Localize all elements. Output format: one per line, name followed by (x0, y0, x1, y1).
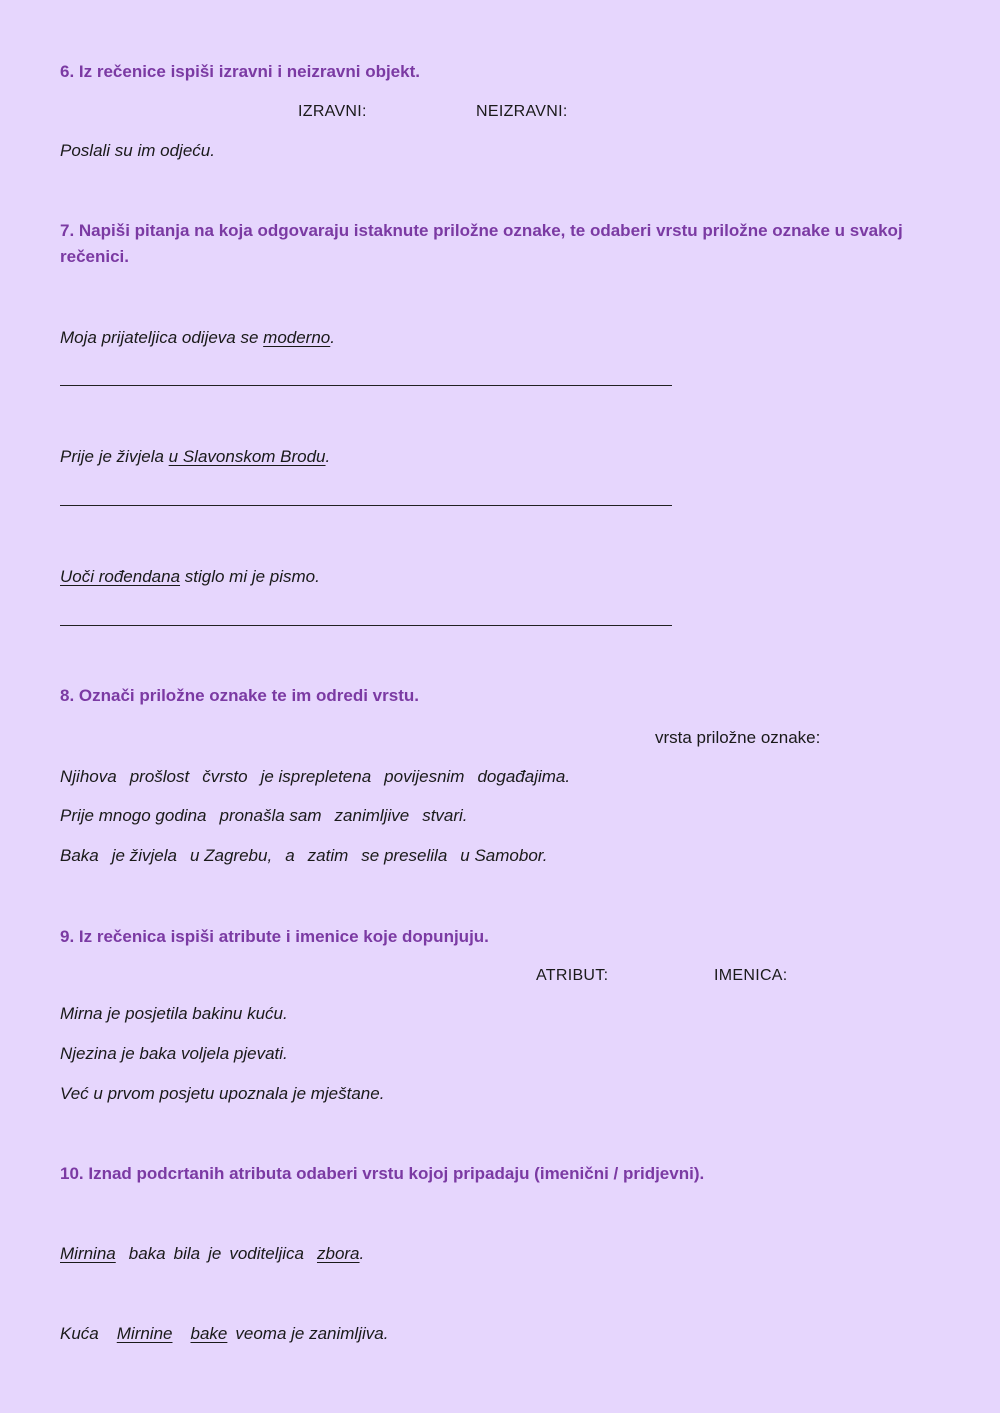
sentence-text: voditeljica (229, 1244, 304, 1263)
q8-sentence-1 (60, 767, 570, 787)
word-chip[interactable]: u Samobor. (460, 846, 548, 865)
word-chip[interactable]: događajima. (477, 767, 571, 786)
answer-line-1[interactable] (60, 385, 672, 386)
q7-sentence-1 (60, 328, 335, 348)
q9-sentence-1: Mirna je posjetila bakinu kuću. (60, 1004, 288, 1023)
q9-noun-label: IMENICA: (714, 967, 788, 984)
sentence-text: je (208, 1244, 222, 1263)
sentence-text: . (359, 1244, 365, 1263)
q9-sentence-3: Već u prvom posjetu upoznala je mještane. (60, 1084, 385, 1103)
word-chip[interactable]: se preselila (361, 846, 448, 865)
sentence-text: veoma je zanimljiva. (235, 1324, 389, 1343)
underlined-attribute[interactable]: zbora (316, 1244, 360, 1263)
word-chip[interactable]: pronašla sam (219, 806, 322, 825)
q7-sentence-3 (60, 567, 320, 587)
sentence-text: Moja prijateljica odijeva se (60, 328, 264, 347)
sentence-text: . (325, 447, 331, 466)
q9-sentence-2: Njezina je baka voljela pjevati. (60, 1044, 288, 1063)
word-chip[interactable]: povijesnim (384, 767, 465, 786)
q6-direct-object-label: IZRAVNI: (298, 103, 367, 120)
q10-sentence-2 (60, 1324, 388, 1344)
q10-sentence-1 (60, 1244, 364, 1264)
q6-heading: 6. Iz rečenice ispiši izravni i neizravni objekt. (60, 62, 420, 81)
sentence-text: Prije je živjela (60, 447, 169, 466)
word-chip[interactable]: a (285, 846, 295, 865)
q7-sentence-2 (60, 447, 330, 467)
q6-indirect-object-label: NEIZRAVNI: (476, 103, 568, 120)
answer-line-3[interactable] (60, 625, 672, 626)
q7-heading: 7. Napiši pitanja na koja odgovaraju istaknute priložne oznake, te odaberi vrstu priložne oznake u svakoj rečenici. (60, 221, 903, 266)
sentence-text: Kuća (60, 1324, 99, 1343)
underlined-attribute[interactable]: bake (190, 1324, 228, 1343)
underlined-attribute[interactable]: Mirnina (60, 1244, 116, 1263)
underlined-adverbial: Uoči rođendana (60, 567, 181, 586)
word-chip[interactable]: čvrsto (202, 767, 248, 786)
word-chip[interactable]: stvari. (422, 806, 468, 825)
sentence-text: . (330, 328, 335, 347)
q8-sentence-2 (60, 806, 468, 826)
word-chip[interactable]: zanimljive (334, 806, 410, 825)
word-chip[interactable]: Prije mnogo godina (60, 806, 207, 825)
sentence-text: bila (173, 1244, 201, 1263)
q9-attribute-label: ATRIBUT: (536, 967, 609, 984)
underlined-attribute[interactable]: Mirnine (116, 1324, 173, 1343)
sentence-text: stiglo mi je pismo. (180, 567, 320, 586)
word-chip[interactable]: je živjela (111, 846, 177, 865)
sentence-text: baka (128, 1244, 166, 1263)
q6-sentence: Poslali su im odjeću. (60, 141, 215, 160)
q8-heading: 8. Označi priložne oznake te im odredi vrstu. (60, 686, 419, 705)
word-chip[interactable]: Njihova (60, 767, 117, 786)
word-chip[interactable]: je isprepletena (260, 767, 372, 786)
q8-sentence-3 (60, 846, 548, 866)
word-chip[interactable]: u Zagrebu, (189, 846, 273, 865)
q8-type-label: vrsta priložne oznake: (655, 728, 821, 747)
word-chip[interactable]: Baka (60, 846, 99, 865)
underlined-adverbial: u Slavonskom Brodu (168, 447, 326, 466)
q10-heading: 10. Iznad podcrtanih atributa odaberi vrstu kojoj pripadaju (imenični / pridjevni). (60, 1164, 705, 1183)
word-chip[interactable]: prošlost (129, 767, 190, 786)
answer-line-2[interactable] (60, 505, 672, 506)
word-chip[interactable]: zatim (307, 846, 349, 865)
q9-heading: 9. Iz rečenica ispiši atribute i imenice koje dopunjuju. (60, 927, 489, 946)
underlined-adverbial: moderno (263, 328, 331, 347)
